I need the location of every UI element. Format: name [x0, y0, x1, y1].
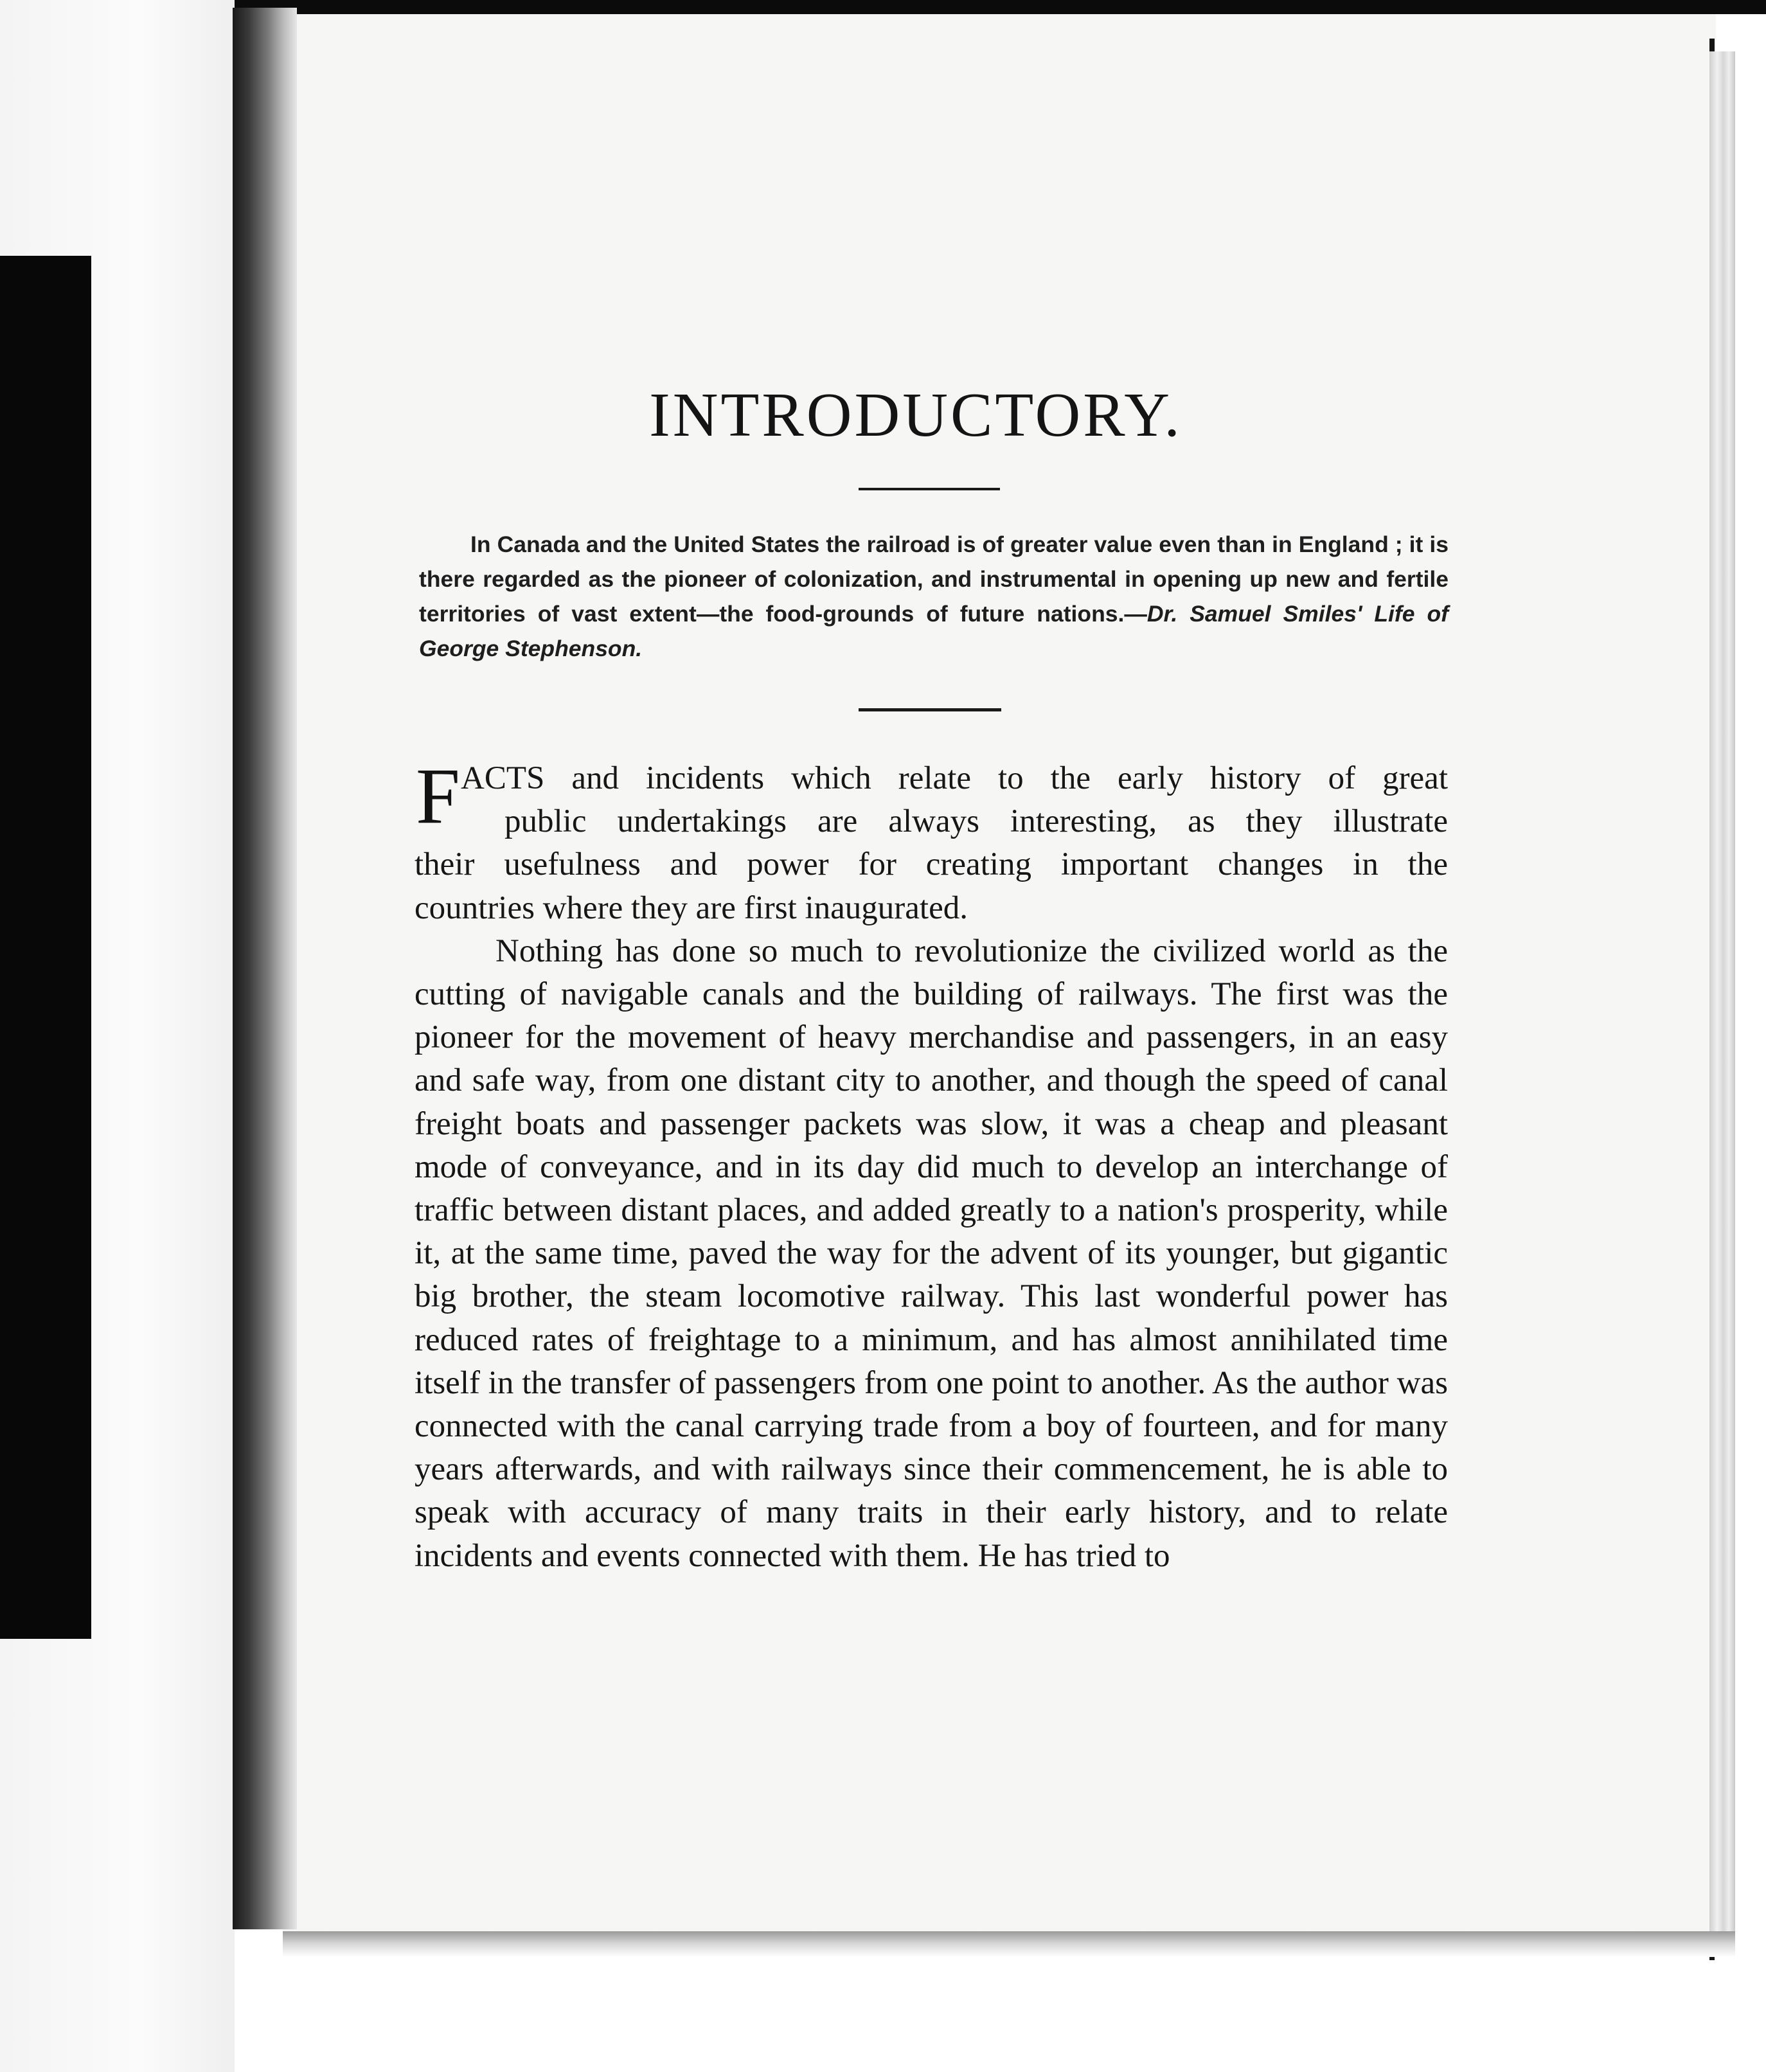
drop-cap-letter: F — [416, 752, 460, 840]
stacked-page-edges — [1709, 51, 1735, 1954]
scan-black-panel — [0, 256, 91, 1639]
paragraph-line: their usefulness and power for creating important changes in the — [415, 846, 1448, 883]
epigraph-quote — [419, 527, 1449, 666]
page-gutter-shadow — [233, 8, 297, 1929]
opening-paragraph — [415, 752, 1448, 930]
paragraph-line: ACTS and incidents which relate to the early history of great — [461, 760, 1448, 796]
epigraph-divider-rule — [859, 708, 1001, 711]
paragraph-line: public undertakings are always interesting, as they illustrate — [504, 803, 1448, 840]
epigraph-text: In Canada and the United States the railroad is of greater value even than in England ; it is there regarded as the pioneer of colonization, and instrumental in opening up new and fertile territories of vast extent—the food-grounds of future nations.— — [419, 531, 1449, 627]
page-title: INTRODUCTORY. — [649, 380, 1182, 450]
epigraph-source: Dr. Samuel Smiles' Life of George Stephenson. — [419, 601, 1449, 661]
body-text — [415, 752, 1448, 1578]
page-bottom-shadow — [283, 1931, 1735, 1957]
paragraph-line: countries where they are first inaugurated. — [415, 889, 968, 926]
second-paragraph: Nothing has done so much to revolutionize the civilized world as the cutting of navigable canals and the building of railways. The first was the pioneer for the movement of heavy merchandise and passengers, in an easy and safe way, from one distant city to another, and though the speed of canal freight boats and passenger packets was slow, it was a cheap and pleasant mode of conveyance, and in its day did much to develop an interchange of traffic between distant places, and added greatly to a nation's prosperity, while it, at the same time, paved the way for the advent of its younger, but gigantic big brother, the steam locomotive railway. This last wonderful power has reduced rates of freightage to a minimum, and has almost annihilated time itself in the transfer of passengers from one point to another. As the author was connected with the canal carrying trade from a boy of fourteen, and for many years afterwards, and with railways since their commencement, he is able to speak with accuracy of many traits in their early history, and to relate incidents and events connected with them. He has tried to — [415, 933, 1448, 1574]
title-divider-rule — [859, 488, 1000, 490]
